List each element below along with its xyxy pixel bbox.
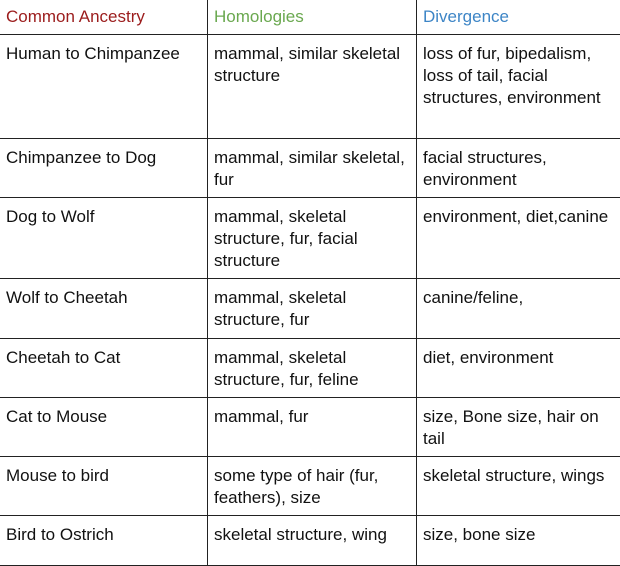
- homologies-cell: mammal, similar skeletal structure: [208, 35, 417, 139]
- divergence-cell: loss of fur, bipedalism, loss of tail, facial structures, environment: [417, 35, 620, 139]
- divergence-cell: size, Bone size, hair on tail: [417, 398, 620, 457]
- divergence-cell: canine/feline,: [417, 279, 620, 339]
- homologies-cell: some type of hair (fur, feathers), size: [208, 457, 417, 516]
- homologies-cell: mammal, skeletal structure, fur, facial structure: [208, 198, 417, 279]
- header-divergence: Divergence: [417, 0, 620, 35]
- table-row: [0, 339, 620, 398]
- table-row: [0, 457, 620, 516]
- homologies-cell: mammal, fur: [208, 398, 417, 457]
- table-row: [0, 35, 620, 139]
- ancestry-cell: Human to Chimpanzee: [0, 35, 208, 139]
- table-row: [0, 198, 620, 279]
- ancestry-cell: Cheetah to Cat: [0, 339, 208, 398]
- ancestry-cell: Chimpanzee to Dog: [0, 139, 208, 198]
- homologies-cell: mammal, skeletal structure, fur, feline: [208, 339, 417, 398]
- divergence-cell: environment, diet,canine: [417, 198, 620, 279]
- table-row: [0, 279, 620, 339]
- header-row: [0, 0, 620, 35]
- homologies-cell: mammal, skeletal structure, fur: [208, 279, 417, 339]
- ancestry-cell: Mouse to bird: [0, 457, 208, 516]
- divergence-cell: facial structures, environment: [417, 139, 620, 198]
- table-row: [0, 516, 620, 566]
- ancestry-cell: Bird to Ostrich: [0, 516, 208, 566]
- table-row: [0, 139, 620, 198]
- ancestry-cell: Wolf to Cheetah: [0, 279, 208, 339]
- table-row: [0, 398, 620, 457]
- divergence-cell: size, bone size: [417, 516, 620, 566]
- header-common-ancestry: Common Ancestry: [0, 0, 208, 35]
- ancestry-cell: Dog to Wolf: [0, 198, 208, 279]
- divergence-cell: diet, environment: [417, 339, 620, 398]
- homologies-cell: skeletal structure, wing: [208, 516, 417, 566]
- ancestry-cell: Cat to Mouse: [0, 398, 208, 457]
- divergence-cell: skeletal structure, wings: [417, 457, 620, 516]
- header-homologies: Homologies: [208, 0, 417, 35]
- homologies-cell: mammal, similar skeletal, fur: [208, 139, 417, 198]
